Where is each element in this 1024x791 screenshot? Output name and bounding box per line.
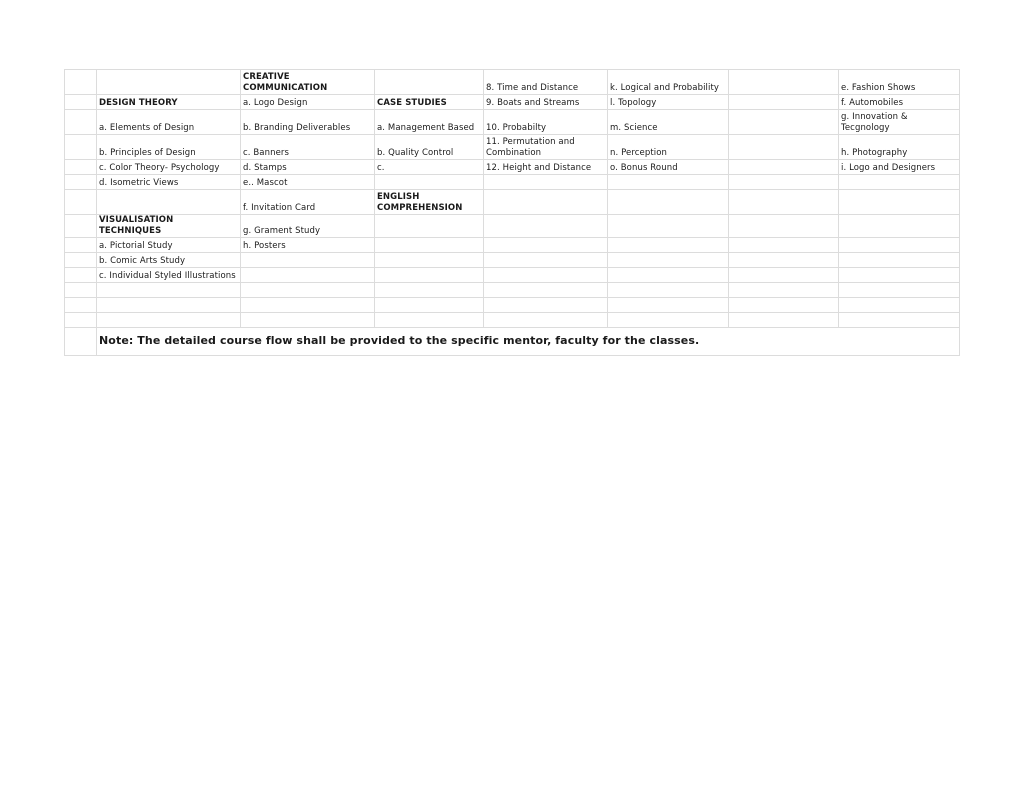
- sheet-cell[interactable]: [484, 313, 608, 328]
- sheet-cell[interactable]: [375, 268, 484, 283]
- sheet-cell[interactable]: [608, 175, 729, 190]
- sheet-cell[interactable]: g. Innovation & Tecgnology: [839, 110, 960, 135]
- sheet-cell[interactable]: [241, 268, 375, 283]
- sheet-row: [65, 175, 960, 190]
- sheet-cell[interactable]: [65, 298, 97, 313]
- sheet-cell[interactable]: [729, 135, 839, 160]
- sheet-cell[interactable]: [65, 70, 97, 95]
- sheet-cell[interactable]: [729, 313, 839, 328]
- sheet-cell[interactable]: [729, 215, 839, 238]
- sheet-cell[interactable]: VISUALISATION TECHNIQUES: [97, 215, 241, 238]
- sheet-cell[interactable]: [65, 110, 97, 135]
- sheet-cell[interactable]: [375, 313, 484, 328]
- sheet-cell[interactable]: [375, 215, 484, 238]
- sheet-cell[interactable]: f. Invitation Card: [241, 190, 375, 215]
- sheet-cell[interactable]: [484, 215, 608, 238]
- sheet-cell[interactable]: ENGLISH COMPREHENSION: [375, 190, 484, 215]
- sheet-body: [65, 70, 960, 356]
- sheet-cell[interactable]: [375, 298, 484, 313]
- sheet-cell[interactable]: e. Fashion Shows: [839, 70, 960, 95]
- sheet-cell[interactable]: c. Color Theory- Psychology: [97, 160, 241, 175]
- sheet-cell[interactable]: [375, 175, 484, 190]
- sheet-cell[interactable]: [839, 253, 960, 268]
- sheet-cell[interactable]: [839, 175, 960, 190]
- sheet-cell[interactable]: [729, 175, 839, 190]
- sheet-cell[interactable]: h. Posters: [241, 238, 375, 253]
- sheet-cell[interactable]: 12. Height and Distance: [484, 160, 608, 175]
- sheet-cell[interactable]: [97, 190, 241, 215]
- sheet-cell[interactable]: [484, 175, 608, 190]
- sheet-cell[interactable]: [839, 313, 960, 328]
- sheet-cell[interactable]: [65, 268, 97, 283]
- sheet-cell[interactable]: [729, 238, 839, 253]
- sheet-cell[interactable]: [241, 253, 375, 268]
- sheet-cell[interactable]: b. Branding Deliverables: [241, 110, 375, 135]
- sheet-row: [65, 110, 960, 135]
- sheet-cell[interactable]: c. Individual Styled Illustrations: [97, 268, 241, 283]
- sheet-cell[interactable]: [65, 215, 97, 238]
- sheet-cell[interactable]: [608, 253, 729, 268]
- sheet-cell[interactable]: [241, 298, 375, 313]
- sheet-cell[interactable]: a. Management Based: [375, 110, 484, 135]
- sheet-cell[interactable]: [65, 253, 97, 268]
- sheet-cell[interactable]: [608, 313, 729, 328]
- sheet-cell[interactable]: [608, 283, 729, 298]
- sheet-cell[interactable]: [484, 238, 608, 253]
- sheet-cell[interactable]: e.. Mascot: [241, 175, 375, 190]
- sheet-cell[interactable]: 9. Boats and Streams: [484, 95, 608, 110]
- sheet-row: [65, 190, 960, 215]
- sheet-cell[interactable]: [839, 298, 960, 313]
- sheet-cell[interactable]: [241, 283, 375, 298]
- sheet-cell[interactable]: [729, 95, 839, 110]
- sheet-cell[interactable]: [839, 215, 960, 238]
- sheet-cell[interactable]: h. Photography: [839, 135, 960, 160]
- sheet-cell[interactable]: [241, 313, 375, 328]
- course-flow-note[interactable]: Note: The detailed course flow shall be provided to the specific mentor, faculty for the classes.: [97, 328, 960, 356]
- sheet-row: [65, 268, 960, 283]
- sheet-cell[interactable]: [65, 160, 97, 175]
- sheet-row: [65, 238, 960, 253]
- sheet-cell[interactable]: [608, 215, 729, 238]
- sheet-cell[interactable]: [729, 253, 839, 268]
- sheet-row: [65, 135, 960, 160]
- sheet-cell[interactable]: [375, 238, 484, 253]
- sheet-cell[interactable]: [97, 298, 241, 313]
- sheet-cell[interactable]: b. Quality Control: [375, 135, 484, 160]
- sheet-cell[interactable]: [97, 70, 241, 95]
- sheet-cell[interactable]: [608, 190, 729, 215]
- sheet-row: [65, 283, 960, 298]
- sheet-cell[interactable]: c. Banners: [241, 135, 375, 160]
- sheet-cell[interactable]: [729, 110, 839, 135]
- sheet-cell[interactable]: [729, 283, 839, 298]
- sheet-cell[interactable]: [65, 238, 97, 253]
- sheet-cell[interactable]: [97, 283, 241, 298]
- sheet-row: [65, 253, 960, 268]
- sheet-cell[interactable]: [65, 313, 97, 328]
- sheet-row: [65, 215, 960, 238]
- sheet-row: [65, 70, 960, 95]
- sheet-cell[interactable]: d. Isometric Views: [97, 175, 241, 190]
- sheet-cell[interactable]: [729, 190, 839, 215]
- sheet-cell[interactable]: [65, 283, 97, 298]
- sheet-cell[interactable]: b. Principles of Design: [97, 135, 241, 160]
- sheet-cell[interactable]: f. Automobiles: [839, 95, 960, 110]
- sheet-row: [65, 298, 960, 313]
- sheet-cell[interactable]: l. Topology: [608, 95, 729, 110]
- sheet-cell[interactable]: m. Science: [608, 110, 729, 135]
- sheet-cell[interactable]: i. Logo and Designers: [839, 160, 960, 175]
- note-row: [65, 328, 960, 356]
- sheet-cell[interactable]: [484, 268, 608, 283]
- sheet-cell[interactable]: [729, 268, 839, 283]
- sheet-cell[interactable]: CREATIVE COMMUNICATION: [241, 70, 375, 95]
- sheet-cell[interactable]: g. Grament Study: [241, 215, 375, 238]
- sheet-cell[interactable]: a. Logo Design: [241, 95, 375, 110]
- sheet-cell[interactable]: [484, 298, 608, 313]
- sheet-cell[interactable]: 10. Probabilty: [484, 110, 608, 135]
- sheet-cell[interactable]: o. Bonus Round: [608, 160, 729, 175]
- sheet-cell[interactable]: [484, 190, 608, 215]
- sheet-cell[interactable]: [484, 283, 608, 298]
- sheet-cell[interactable]: [729, 298, 839, 313]
- sheet-cell[interactable]: [65, 175, 97, 190]
- sheet-cell[interactable]: [839, 190, 960, 215]
- sheet-cell[interactable]: [608, 268, 729, 283]
- sheet-cell[interactable]: [729, 70, 839, 95]
- sheet-cell[interactable]: [729, 160, 839, 175]
- sheet-cell[interactable]: [608, 238, 729, 253]
- sheet-cell[interactable]: DESIGN THEORY: [97, 95, 241, 110]
- sheet-cell[interactable]: [839, 268, 960, 283]
- sheet-cell[interactable]: [97, 313, 241, 328]
- sheet-cell[interactable]: c.: [375, 160, 484, 175]
- sheet-cell[interactable]: CASE STUDIES: [375, 95, 484, 110]
- sheet-cell[interactable]: [839, 283, 960, 298]
- sheet-cell[interactable]: [375, 283, 484, 298]
- sheet-cell[interactable]: [65, 95, 97, 110]
- sheet-cell[interactable]: [484, 253, 608, 268]
- sheet-cell[interactable]: [608, 298, 729, 313]
- sheet-cell[interactable]: [375, 253, 484, 268]
- sheet-row: [65, 95, 960, 110]
- sheet-cell[interactable]: b. Comic Arts Study: [97, 253, 241, 268]
- course-outline-sheet: [64, 69, 960, 356]
- sheet-cell[interactable]: n. Perception: [608, 135, 729, 160]
- sheet-cell[interactable]: [65, 135, 97, 160]
- sheet-cell[interactable]: [65, 190, 97, 215]
- sheet-cell[interactable]: k. Logical and Probability: [608, 70, 729, 95]
- sheet-cell[interactable]: 8. Time and Distance: [484, 70, 608, 95]
- sheet-cell[interactable]: 11. Permutation and Combination: [484, 135, 608, 160]
- sheet-cell[interactable]: a. Pictorial Study: [97, 238, 241, 253]
- sheet-cell[interactable]: [375, 70, 484, 95]
- sheet-cell[interactable]: [839, 238, 960, 253]
- sheet-row: [65, 160, 960, 175]
- sheet-cell[interactable]: a. Elements of Design: [97, 110, 241, 135]
- sheet-cell[interactable]: d. Stamps: [241, 160, 375, 175]
- note-row-index-cell[interactable]: [65, 328, 97, 356]
- sheet-row: [65, 313, 960, 328]
